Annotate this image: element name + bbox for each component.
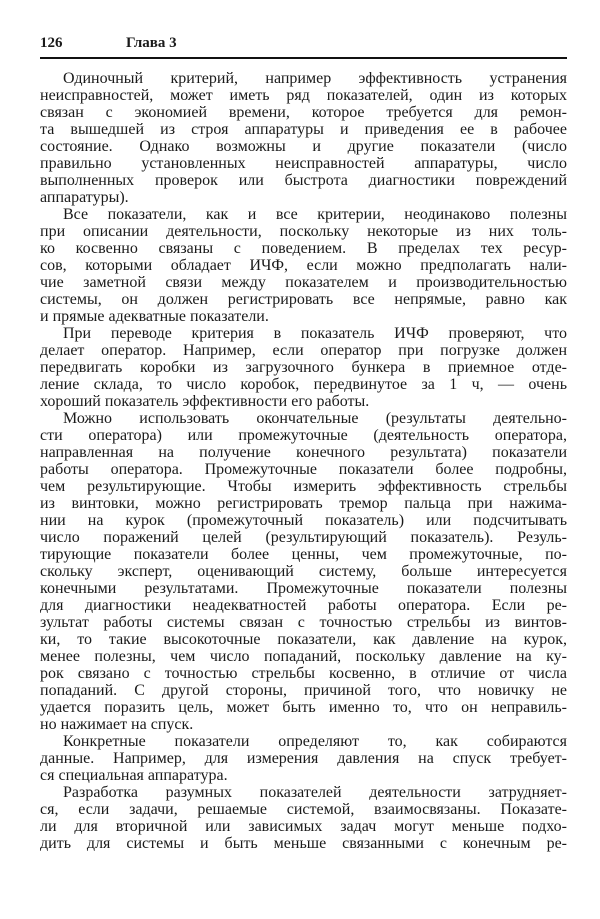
text-line: Все показатели, как и все критерии, неодинаково полезны bbox=[63, 206, 567, 223]
text-line: конечными результатами. Промежуточные показатели полезны bbox=[40, 580, 567, 597]
text-line: дить для системы и быть меньше связанными с конечным ре- bbox=[40, 835, 567, 852]
text-line: ся, если задачи, решаемые системой, взаимосвязаны. Показате- bbox=[40, 801, 567, 818]
text-line: данные. Например, для измерения давления на спуск требует- bbox=[40, 750, 567, 767]
text-line: правильно установленных неисправностей аппаратуры, число bbox=[40, 155, 567, 172]
text-line: состояние. Однако возможны и другие показатели (число bbox=[40, 138, 567, 155]
text-line: хороший показатель эффективности его работы. bbox=[40, 393, 370, 410]
paragraph bbox=[40, 325, 567, 410]
text-line: ся специальная аппаратура. bbox=[40, 767, 228, 784]
text-line: удается поразить цель, может быть именно то, что он неправиль- bbox=[40, 699, 567, 716]
text-line: рок связано с точностью стрельбы косвенно, в отличие от числа bbox=[40, 665, 567, 682]
paragraph bbox=[40, 206, 567, 325]
text-line: ко косвенно связаны с поведением. В пределах тех ресур- bbox=[40, 240, 567, 257]
text-line: чие заметной связи между показателем и производительностью bbox=[40, 274, 567, 291]
paragraph bbox=[40, 784, 567, 852]
text-line: сов, которыми обладает ИЧФ, если можно предполагать нали- bbox=[40, 257, 567, 274]
text-line: неисправностей, может иметь ряд показателей, один из которых bbox=[40, 87, 567, 104]
text-line: ление склада, то число коробок, передвинутое за 1 ч, — очень bbox=[40, 376, 567, 393]
running-header bbox=[40, 33, 567, 59]
text-line: чем результирующие. Чтобы измерить эффективность стрельбы bbox=[40, 478, 567, 495]
text-line: зультат работы системы связан с точностью стрельбы из винтов- bbox=[40, 614, 567, 631]
text-line: системы, он должен регистрировать все непрямые, равно как bbox=[40, 291, 567, 308]
text-line: аппаратуры). bbox=[40, 189, 129, 206]
text-line: Можно использовать окончательные (результаты деятельно- bbox=[63, 410, 567, 427]
page-body bbox=[40, 70, 567, 852]
paragraph bbox=[40, 410, 567, 733]
chapter-title: Глава 3 bbox=[126, 35, 177, 51]
text-line: та вышедшей из строя аппаратуры и приведения ее в рабочее bbox=[40, 121, 567, 138]
text-line: При переводе критерия в показатель ИЧФ проверяют, что bbox=[63, 325, 567, 342]
text-line: выполненных проверок или быстрота диагностики повреждений bbox=[40, 172, 567, 189]
text-line: направленная на получение конечного результата) показатели bbox=[40, 444, 567, 461]
text-line: и прямые адекватные показатели. bbox=[40, 308, 269, 325]
text-line: Разработка разумных показателей деятельности затрудняет- bbox=[63, 784, 567, 801]
text-line: из винтовки, можно регистрировать тремор пальца при нажима- bbox=[40, 495, 567, 512]
text-line: передвигать коробки из загрузочного бункера в приемное отде- bbox=[40, 359, 567, 376]
text-line: Одиночный критерий, например эффективность устранения bbox=[63, 70, 567, 87]
text-line: работы оператора. Промежуточные показатели более подробны, bbox=[40, 461, 567, 478]
text-line: ли для вторичной или зависимых задач могут меньше подхо- bbox=[40, 818, 567, 835]
text-line: сти оператора) или промежуточные (деятельность оператора, bbox=[40, 427, 567, 444]
text-line: скольку эксперт, оценивающий систему, больше интересуется bbox=[40, 563, 567, 580]
text-line: менее полезны, чем число попаданий, поскольку давление на ку- bbox=[40, 648, 567, 665]
text-line: для диагностики неадекватностей работы оператора. Если ре- bbox=[40, 597, 567, 614]
page-number: 126 bbox=[40, 35, 63, 51]
text-line: но нажимает на спуск. bbox=[40, 716, 194, 733]
paragraph bbox=[40, 733, 567, 784]
text-line: ки, то такие высокоточные показатели, как давление на курок, bbox=[40, 631, 567, 648]
text-line: нии на курок (промежуточный показатель) или подсчитывать bbox=[40, 512, 567, 529]
text-line: попаданий. С другой стороны, причиной того, что новичку не bbox=[40, 682, 567, 699]
paragraph bbox=[40, 70, 567, 206]
text-line: тирующие показатели более ценны, чем промежуточные, по- bbox=[40, 546, 567, 563]
text-line: при описании деятельности, поскольку некоторые из них толь- bbox=[40, 223, 567, 240]
text-line: Конкретные показатели определяют то, как собираются bbox=[63, 733, 567, 750]
text-line: число поражений целей (результирующий показатель). Резуль- bbox=[40, 529, 567, 546]
text-line: делает оператор. Например, если оператор при погрузке должен bbox=[40, 342, 567, 359]
text-line: связан с экономией времени, которое требуется для ремон- bbox=[40, 104, 567, 121]
